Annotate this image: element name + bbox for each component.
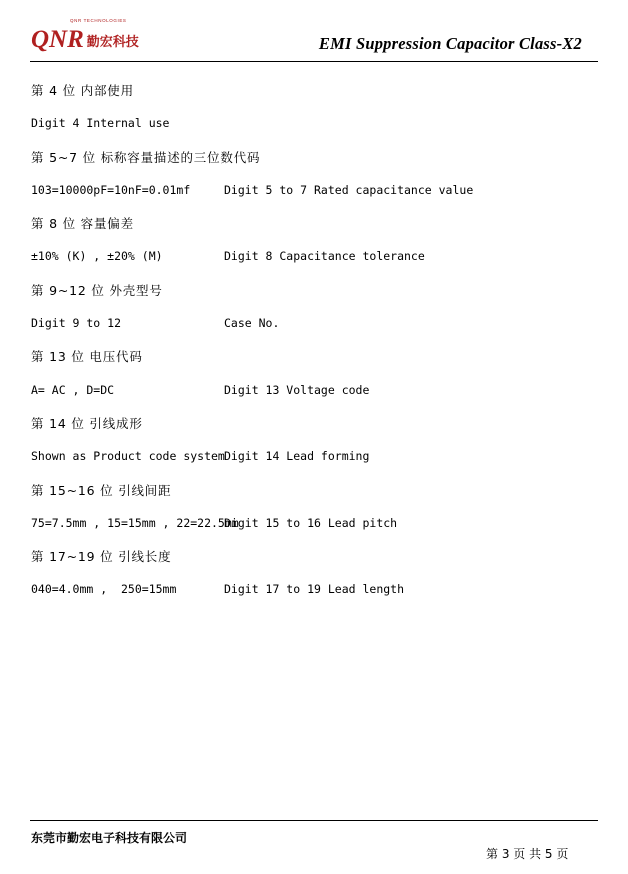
body-line-left: 103=10000pF=10nF=0.01mf xyxy=(31,182,191,197)
header-title: EMI Suppression Capacitor Class-X2 xyxy=(318,34,582,53)
body-line-left: 040=4.0mm , 250=15mm xyxy=(31,582,177,597)
footer-company-name: 东莞市勤宏电子科技有限公司 xyxy=(31,831,188,845)
footer-divider xyxy=(30,820,598,821)
body-line xyxy=(31,440,597,473)
body-line-left: Shown as Product code system xyxy=(31,449,225,464)
company-logo xyxy=(31,18,139,53)
body-line-left: A= AC , D=DC xyxy=(31,382,115,397)
body-line-right: Digit 5 to 7 Rated capacitance value xyxy=(224,182,474,197)
body-line: 第 17~19 位 引线长度 xyxy=(31,549,172,565)
footer-page-number: 第 3 页 共 5 页 xyxy=(486,847,569,861)
body-line: 第 9~12 位 外壳型号 xyxy=(31,282,163,298)
header-divider xyxy=(30,61,598,62)
logo-chinese-name: 勤宏科技 xyxy=(86,34,139,49)
body-line-right: Case No. xyxy=(224,316,280,331)
body-line-right: Digit 13 Voltage code xyxy=(224,382,370,397)
body-line-right: Digit 14 Lead forming xyxy=(224,449,370,464)
body-line-right: Digit 17 to 19 Lead length xyxy=(224,582,405,597)
body-line: 第 13 位 电压代码 xyxy=(31,349,143,365)
body-line: Digit 4 Internal use xyxy=(31,116,170,131)
body-line-right: Digit 8 Capacitance tolerance xyxy=(224,249,425,264)
body-line: 第 8 位 容量偏差 xyxy=(31,216,134,232)
body-line-left: 75=7.5mm , 15=15mm , 22=22.5mm xyxy=(31,515,239,530)
body-line xyxy=(31,507,597,540)
logo-mark-text: QNR xyxy=(31,26,84,53)
body-line-left: Digit 9 to 12 xyxy=(31,316,122,331)
body-line xyxy=(31,374,597,407)
body-line: 第 4 位 内部使用 xyxy=(31,83,134,98)
body-line xyxy=(31,240,597,273)
page-header xyxy=(0,0,628,64)
body-line xyxy=(31,174,597,207)
body-line xyxy=(31,307,597,340)
body-line-right: Digit 15 to 16 Lead pitch xyxy=(224,515,398,530)
body-line: 第 15~16 位 引线间距 xyxy=(31,482,172,498)
logo-tagline: QNR TECHNOLOGIES xyxy=(70,18,127,23)
body-line-left: ±10% (K) , ±20% (M) xyxy=(31,249,163,264)
document-body xyxy=(31,74,597,607)
body-line xyxy=(31,573,597,606)
body-line: 第 14 位 引线成形 xyxy=(31,415,143,431)
body-line: 第 5~7 位 标称容量描述的三位数代码 xyxy=(31,149,261,165)
